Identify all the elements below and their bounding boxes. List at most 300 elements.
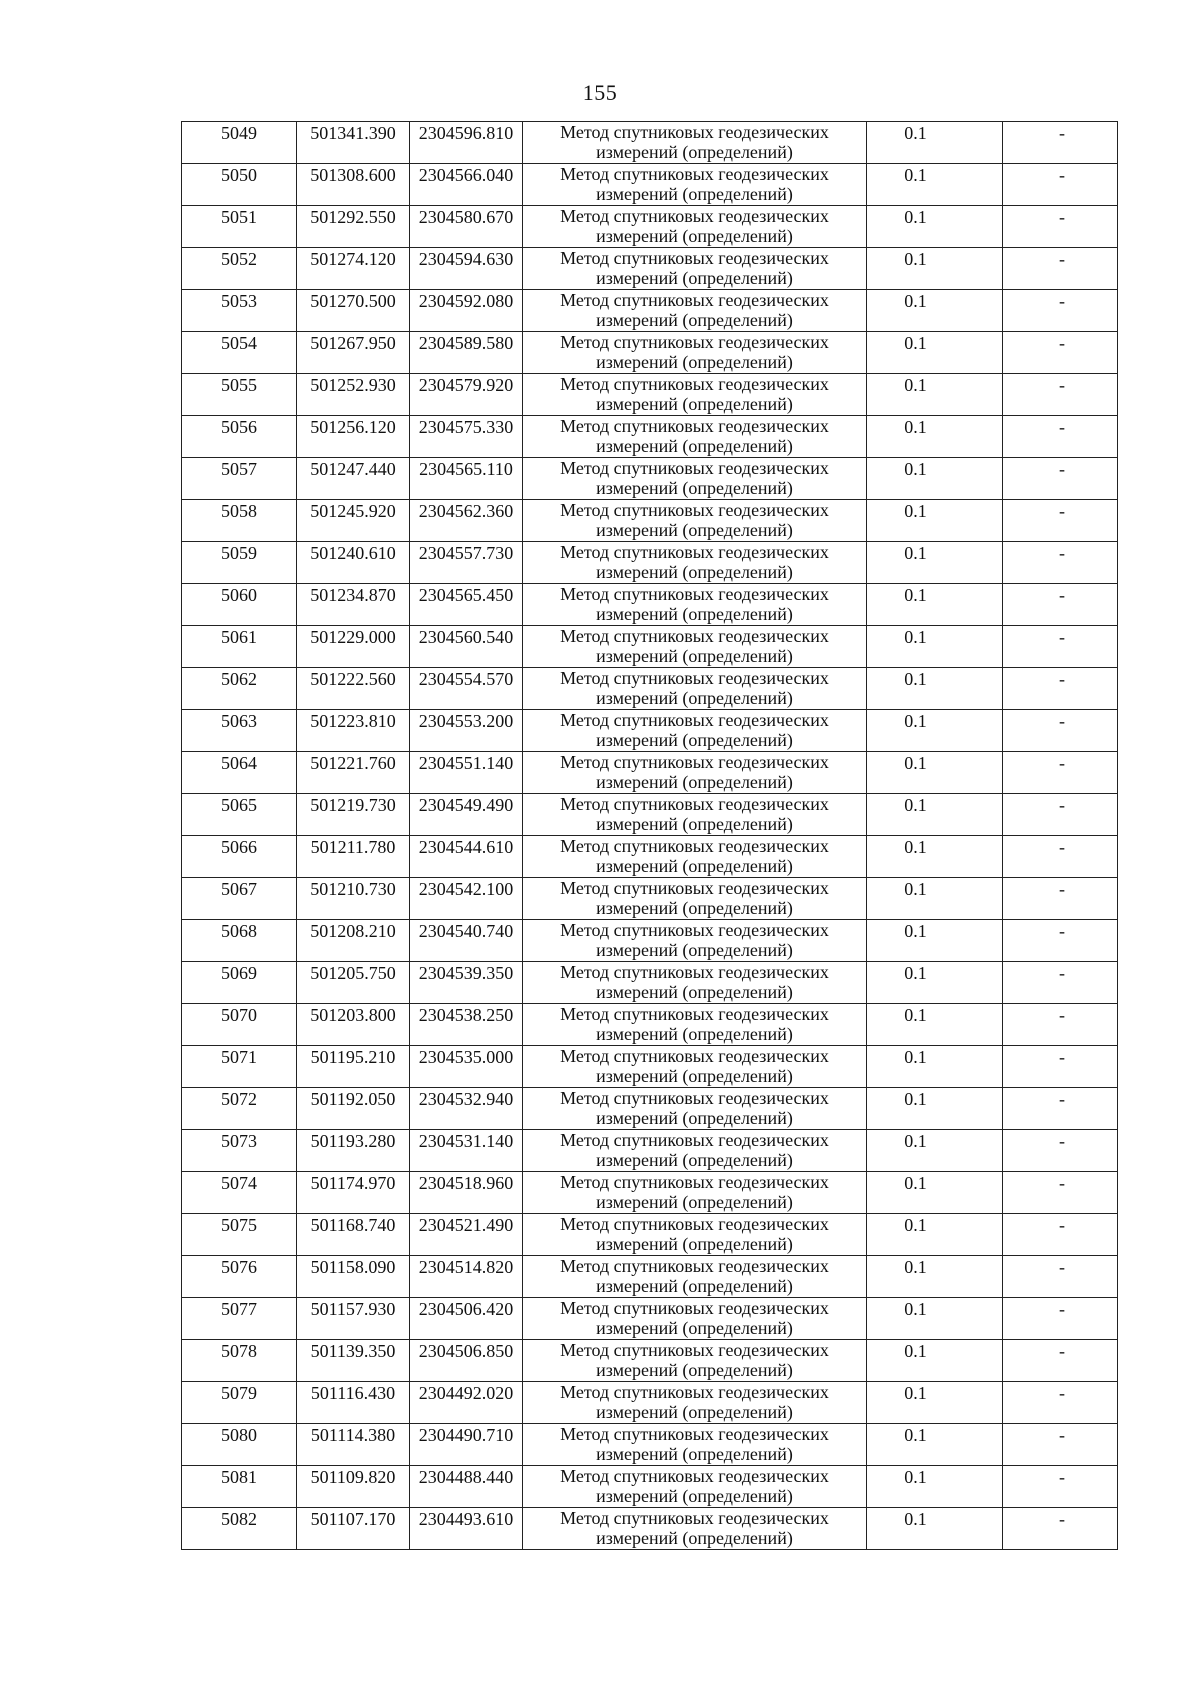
x-coordinate: 501270.500 <box>310 291 396 311</box>
accuracy: 0.1 <box>904 291 927 311</box>
method-cell <box>523 206 867 248</box>
note: - <box>1059 711 1065 731</box>
point-number-cell <box>182 416 297 458</box>
method-line-2: измерений (определений) <box>596 562 793 582</box>
x-coordinate-cell <box>297 1088 410 1130</box>
table-row <box>182 1508 1118 1550</box>
accuracy-cell <box>867 374 1003 416</box>
method-line-2: измерений (определений) <box>596 814 793 834</box>
accuracy: 0.1 <box>904 1467 927 1487</box>
method-line-2: измерений (определений) <box>596 1276 793 1296</box>
point-number: 5065 <box>221 795 257 815</box>
x-coordinate-cell <box>297 710 410 752</box>
method-cell <box>523 416 867 458</box>
note: - <box>1059 291 1065 311</box>
accuracy: 0.1 <box>904 753 927 773</box>
point-number: 5072 <box>221 1089 257 1109</box>
note: - <box>1059 1131 1065 1151</box>
y-coordinate: 2304565.110 <box>419 459 513 479</box>
y-coordinate: 2304549.490 <box>418 795 514 815</box>
method-cell <box>523 1256 867 1298</box>
note: - <box>1059 669 1065 689</box>
method-cell <box>523 500 867 542</box>
x-coordinate-cell <box>297 962 410 1004</box>
method-line-1: Метод спутниковых геодезических <box>560 584 829 604</box>
y-coordinate-cell <box>410 122 523 164</box>
method-line-2: измерений (определений) <box>596 646 793 666</box>
y-coordinate-cell <box>410 626 523 668</box>
y-coordinate: 2304539.350 <box>418 963 514 983</box>
method-line-1: Метод спутниковых геодезических <box>560 290 829 310</box>
x-coordinate-cell <box>297 1298 410 1340</box>
accuracy: 0.1 <box>904 543 927 563</box>
method-cell <box>523 1004 867 1046</box>
y-coordinate-cell <box>410 1424 523 1466</box>
note: - <box>1059 1467 1065 1487</box>
accuracy-cell <box>867 500 1003 542</box>
x-coordinate: 501211.780 <box>310 837 396 857</box>
note-cell <box>1003 1298 1118 1340</box>
method-line-2: измерений (определений) <box>596 1486 793 1506</box>
y-coordinate-cell <box>410 248 523 290</box>
x-coordinate: 501308.600 <box>310 165 396 185</box>
method-cell <box>523 122 867 164</box>
x-coordinate: 501116.430 <box>310 1383 396 1403</box>
table-row <box>182 1004 1118 1046</box>
table-row <box>182 248 1118 290</box>
method-line-2: измерений (определений) <box>596 520 793 540</box>
table-row <box>182 1172 1118 1214</box>
table-row <box>182 164 1118 206</box>
y-coordinate: 2304538.250 <box>418 1005 514 1025</box>
table-row <box>182 1466 1118 1508</box>
note: - <box>1059 1341 1065 1361</box>
y-coordinate-cell <box>410 416 523 458</box>
method-cell <box>523 1172 867 1214</box>
x-coordinate-cell <box>297 1256 410 1298</box>
x-coordinate: 501229.000 <box>310 627 396 647</box>
accuracy: 0.1 <box>904 375 927 395</box>
y-coordinate: 2304544.610 <box>418 837 514 857</box>
point-number: 5066 <box>221 837 257 857</box>
x-coordinate: 501240.610 <box>310 543 396 563</box>
method-line-1: Метод спутниковых геодезических <box>560 1508 829 1528</box>
note-cell <box>1003 122 1118 164</box>
note: - <box>1059 1425 1065 1445</box>
x-coordinate-cell <box>297 248 410 290</box>
point-number-cell <box>182 1088 297 1130</box>
x-coordinate-cell <box>297 920 410 962</box>
y-coordinate: 2304518.960 <box>418 1173 514 1193</box>
y-coordinate: 2304596.810 <box>418 123 514 143</box>
method-line-2: измерений (определений) <box>596 310 793 330</box>
accuracy-cell <box>867 1130 1003 1172</box>
table-row <box>182 290 1118 332</box>
x-coordinate: 501341.390 <box>310 123 396 143</box>
x-coordinate: 501274.120 <box>310 249 396 269</box>
note: - <box>1059 165 1065 185</box>
note-cell <box>1003 1130 1118 1172</box>
method-line-2: измерений (определений) <box>596 1444 793 1464</box>
y-coordinate: 2304589.580 <box>418 333 514 353</box>
y-coordinate: 2304579.920 <box>418 375 514 395</box>
method-line-1: Метод спутниковых геодезических <box>560 332 829 352</box>
method-cell <box>523 752 867 794</box>
y-coordinate: 2304532.940 <box>418 1089 514 1109</box>
method-cell <box>523 164 867 206</box>
x-coordinate-cell <box>297 794 410 836</box>
method-cell <box>523 1214 867 1256</box>
point-number: 5079 <box>221 1383 257 1403</box>
method-cell <box>523 962 867 1004</box>
note: - <box>1059 417 1065 437</box>
note: - <box>1059 837 1065 857</box>
x-coordinate-cell <box>297 1172 410 1214</box>
table-row <box>182 794 1118 836</box>
accuracy-cell <box>867 122 1003 164</box>
point-number: 5058 <box>221 501 257 521</box>
method-cell <box>523 458 867 500</box>
point-number: 5050 <box>221 165 257 185</box>
y-coordinate-cell <box>410 374 523 416</box>
x-coordinate: 501205.750 <box>310 963 396 983</box>
x-coordinate-cell <box>297 1424 410 1466</box>
note-cell <box>1003 1046 1118 1088</box>
accuracy-cell <box>867 542 1003 584</box>
y-coordinate-cell <box>410 962 523 1004</box>
method-cell <box>523 332 867 374</box>
note: - <box>1059 627 1065 647</box>
accuracy: 0.1 <box>904 627 927 647</box>
method-line-1: Метод спутниковых геодезических <box>560 374 829 394</box>
point-number: 5075 <box>221 1215 257 1235</box>
note-cell <box>1003 626 1118 668</box>
point-number: 5063 <box>221 711 257 731</box>
note-cell <box>1003 584 1118 626</box>
note-cell <box>1003 1172 1118 1214</box>
point-number-cell <box>182 962 297 1004</box>
point-number: 5061 <box>221 627 257 647</box>
note-cell <box>1003 1382 1118 1424</box>
accuracy: 0.1 <box>904 879 927 899</box>
method-line-1: Метод спутниковых геодезических <box>560 1088 829 1108</box>
method-line-2: измерений (определений) <box>596 1024 793 1044</box>
x-coordinate-cell <box>297 626 410 668</box>
y-coordinate: 2304565.450 <box>418 585 514 605</box>
point-number-cell <box>182 458 297 500</box>
y-coordinate: 2304562.360 <box>418 501 514 521</box>
point-number-cell <box>182 1046 297 1088</box>
x-coordinate: 501267.950 <box>310 333 396 353</box>
y-coordinate: 2304488.440 <box>418 1467 514 1487</box>
note: - <box>1059 585 1065 605</box>
point-number: 5062 <box>221 669 257 689</box>
point-number: 5057 <box>221 459 257 479</box>
method-line-1: Метод спутниковых геодезических <box>560 1214 829 1234</box>
note-cell <box>1003 878 1118 920</box>
accuracy-cell <box>867 920 1003 962</box>
accuracy-cell <box>867 794 1003 836</box>
point-number: 5055 <box>221 375 257 395</box>
method-cell <box>523 1508 867 1550</box>
accuracy-cell <box>867 248 1003 290</box>
x-coordinate: 501208.210 <box>310 921 396 941</box>
accuracy-cell <box>867 1004 1003 1046</box>
note: - <box>1059 1509 1065 1529</box>
table-row <box>182 878 1118 920</box>
accuracy: 0.1 <box>904 1341 927 1361</box>
x-coordinate-cell <box>297 1382 410 1424</box>
x-coordinate: 501245.920 <box>310 501 396 521</box>
accuracy: 0.1 <box>904 123 927 143</box>
method-line-1: Метод спутниковых геодезических <box>560 710 829 730</box>
accuracy-cell <box>867 584 1003 626</box>
accuracy-cell <box>867 1214 1003 1256</box>
y-coordinate: 2304553.200 <box>418 711 514 731</box>
accuracy: 0.1 <box>904 165 927 185</box>
accuracy-cell <box>867 1382 1003 1424</box>
method-line-2: измерений (определений) <box>596 1360 793 1380</box>
note: - <box>1059 123 1065 143</box>
table-row <box>182 1298 1118 1340</box>
table-row <box>182 668 1118 710</box>
table-row <box>182 500 1118 542</box>
method-line-1: Метод спутниковых геодезических <box>560 416 829 436</box>
accuracy-cell <box>867 878 1003 920</box>
method-line-1: Метод спутниковых геодезических <box>560 122 829 142</box>
x-coordinate: 501252.930 <box>310 375 396 395</box>
x-coordinate-cell <box>297 164 410 206</box>
accuracy: 0.1 <box>904 333 927 353</box>
x-coordinate-cell <box>297 836 410 878</box>
accuracy-cell <box>867 164 1003 206</box>
method-line-2: измерений (определений) <box>596 856 793 876</box>
table-row <box>182 1340 1118 1382</box>
accuracy: 0.1 <box>904 1509 927 1529</box>
x-coordinate-cell <box>297 668 410 710</box>
x-coordinate: 501114.380 <box>310 1425 396 1445</box>
y-coordinate-cell <box>410 1130 523 1172</box>
method-cell <box>523 1046 867 1088</box>
method-line-1: Метод спутниковых геодезических <box>560 542 829 562</box>
method-cell <box>523 1424 867 1466</box>
y-coordinate: 2304592.080 <box>418 291 514 311</box>
method-line-2: измерений (определений) <box>596 352 793 372</box>
method-line-1: Метод спутниковых геодезических <box>560 1004 829 1024</box>
note-cell <box>1003 1508 1118 1550</box>
x-coordinate: 501174.970 <box>310 1173 396 1193</box>
point-number: 5080 <box>221 1425 257 1445</box>
point-number: 5082 <box>221 1509 257 1529</box>
method-cell <box>523 710 867 752</box>
x-coordinate: 501107.170 <box>310 1509 396 1529</box>
point-number: 5081 <box>221 1467 257 1487</box>
x-coordinate-cell <box>297 374 410 416</box>
accuracy: 0.1 <box>904 501 927 521</box>
method-line-2: измерений (определений) <box>596 688 793 708</box>
method-line-2: измерений (определений) <box>596 1066 793 1086</box>
note-cell <box>1003 290 1118 332</box>
y-coordinate-cell <box>410 920 523 962</box>
x-coordinate: 501168.740 <box>310 1215 396 1235</box>
y-coordinate-cell <box>410 206 523 248</box>
method-line-1: Метод спутниковых геодезических <box>560 626 829 646</box>
note-cell <box>1003 1466 1118 1508</box>
accuracy-cell <box>867 1046 1003 1088</box>
point-number: 5078 <box>221 1341 257 1361</box>
method-line-1: Метод спутниковых геодезических <box>560 920 829 940</box>
y-coordinate: 2304492.020 <box>418 1383 514 1403</box>
method-line-1: Метод спутниковых геодезических <box>560 1298 829 1318</box>
table-row <box>182 1088 1118 1130</box>
x-coordinate: 501247.440 <box>310 459 396 479</box>
point-number-cell <box>182 668 297 710</box>
accuracy: 0.1 <box>904 711 927 731</box>
point-number: 5069 <box>221 963 257 983</box>
table-row <box>182 962 1118 1004</box>
point-number: 5076 <box>221 1257 257 1277</box>
note-cell <box>1003 500 1118 542</box>
x-coordinate-cell <box>297 1340 410 1382</box>
point-number: 5067 <box>221 879 257 899</box>
method-cell <box>523 248 867 290</box>
point-number-cell <box>182 374 297 416</box>
accuracy-cell <box>867 710 1003 752</box>
y-coordinate-cell <box>410 794 523 836</box>
point-number-cell <box>182 332 297 374</box>
point-number: 5073 <box>221 1131 257 1151</box>
accuracy-cell <box>867 1088 1003 1130</box>
x-coordinate-cell <box>297 500 410 542</box>
method-cell <box>523 878 867 920</box>
method-line-1: Метод спутниковых геодезических <box>560 458 829 478</box>
accuracy: 0.1 <box>904 1131 927 1151</box>
point-number-cell <box>182 1214 297 1256</box>
method-line-2: измерений (определений) <box>596 940 793 960</box>
note: - <box>1059 921 1065 941</box>
x-coordinate-cell <box>297 1046 410 1088</box>
y-coordinate: 2304580.670 <box>418 207 514 227</box>
accuracy-cell <box>867 206 1003 248</box>
x-coordinate: 501157.930 <box>310 1299 396 1319</box>
accuracy-cell <box>867 290 1003 332</box>
note: - <box>1059 1215 1065 1235</box>
accuracy: 0.1 <box>904 207 927 227</box>
note: - <box>1059 207 1065 227</box>
method-line-1: Метод спутниковых геодезических <box>560 1046 829 1066</box>
y-coordinate: 2304560.540 <box>418 627 514 647</box>
accuracy: 0.1 <box>904 1215 927 1235</box>
point-number-cell <box>182 1004 297 1046</box>
point-number: 5074 <box>221 1173 257 1193</box>
method-line-2: измерений (определений) <box>596 1108 793 1128</box>
accuracy: 0.1 <box>904 1047 927 1067</box>
method-cell <box>523 1088 867 1130</box>
y-coordinate: 2304566.040 <box>418 165 514 185</box>
y-coordinate: 2304594.630 <box>418 249 514 269</box>
method-line-2: измерений (определений) <box>596 1318 793 1338</box>
x-coordinate: 501292.550 <box>310 207 396 227</box>
point-number: 5068 <box>221 921 257 941</box>
accuracy-cell <box>867 668 1003 710</box>
note: - <box>1059 501 1065 521</box>
method-line-1: Метод спутниковых геодезических <box>560 1172 829 1192</box>
point-number-cell <box>182 794 297 836</box>
method-line-2: измерений (определений) <box>596 226 793 246</box>
table-row <box>182 416 1118 458</box>
x-coordinate: 501256.120 <box>310 417 396 437</box>
accuracy: 0.1 <box>904 837 927 857</box>
accuracy-cell <box>867 416 1003 458</box>
table-row <box>182 542 1118 584</box>
accuracy-cell <box>867 458 1003 500</box>
method-cell <box>523 836 867 878</box>
point-number-cell <box>182 248 297 290</box>
note-cell <box>1003 206 1118 248</box>
note: - <box>1059 753 1065 773</box>
method-line-1: Метод спутниковых геодезических <box>560 164 829 184</box>
table-row <box>182 1424 1118 1466</box>
table-row <box>182 836 1118 878</box>
note-cell <box>1003 542 1118 584</box>
accuracy: 0.1 <box>904 1257 927 1277</box>
method-line-1: Метод спутниковых геодезических <box>560 206 829 226</box>
method-line-1: Метод спутниковых геодезических <box>560 1382 829 1402</box>
note-cell <box>1003 248 1118 290</box>
accuracy: 0.1 <box>904 795 927 815</box>
x-coordinate-cell <box>297 1466 410 1508</box>
note: - <box>1059 1089 1065 1109</box>
accuracy-cell <box>867 1298 1003 1340</box>
note-cell <box>1003 332 1118 374</box>
accuracy-cell <box>867 962 1003 1004</box>
point-number-cell <box>182 290 297 332</box>
y-coordinate: 2304493.610 <box>418 1509 514 1529</box>
table-row <box>182 1256 1118 1298</box>
accuracy-cell <box>867 1424 1003 1466</box>
y-coordinate-cell <box>410 1298 523 1340</box>
x-coordinate: 501192.050 <box>310 1089 396 1109</box>
point-number-cell <box>182 1508 297 1550</box>
note: - <box>1059 1257 1065 1277</box>
method-line-1: Метод спутниковых геодезических <box>560 248 829 268</box>
method-line-1: Метод спутниковых геодезических <box>560 1424 829 1444</box>
y-coordinate-cell <box>410 1046 523 1088</box>
y-coordinate: 2304540.740 <box>418 921 514 941</box>
x-coordinate-cell <box>297 752 410 794</box>
method-line-1: Метод спутниковых геодезических <box>560 668 829 688</box>
x-coordinate-cell <box>297 206 410 248</box>
method-line-2: измерений (определений) <box>596 268 793 288</box>
method-line-2: измерений (определений) <box>596 1192 793 1212</box>
accuracy-cell <box>867 626 1003 668</box>
note: - <box>1059 1047 1065 1067</box>
method-line-1: Метод спутниковых геодезических <box>560 794 829 814</box>
y-coordinate-cell <box>410 1214 523 1256</box>
y-coordinate: 2304514.820 <box>418 1257 514 1277</box>
accuracy-cell <box>867 332 1003 374</box>
y-coordinate: 2304575.330 <box>418 417 514 437</box>
point-number-cell <box>182 1256 297 1298</box>
x-coordinate: 501139.350 <box>310 1341 396 1361</box>
table-row <box>182 1130 1118 1172</box>
coordinates-table <box>181 121 1118 1550</box>
point-number-cell <box>182 710 297 752</box>
accuracy-cell <box>867 1340 1003 1382</box>
point-number: 5070 <box>221 1005 257 1025</box>
note: - <box>1059 459 1065 479</box>
point-number-cell <box>182 752 297 794</box>
